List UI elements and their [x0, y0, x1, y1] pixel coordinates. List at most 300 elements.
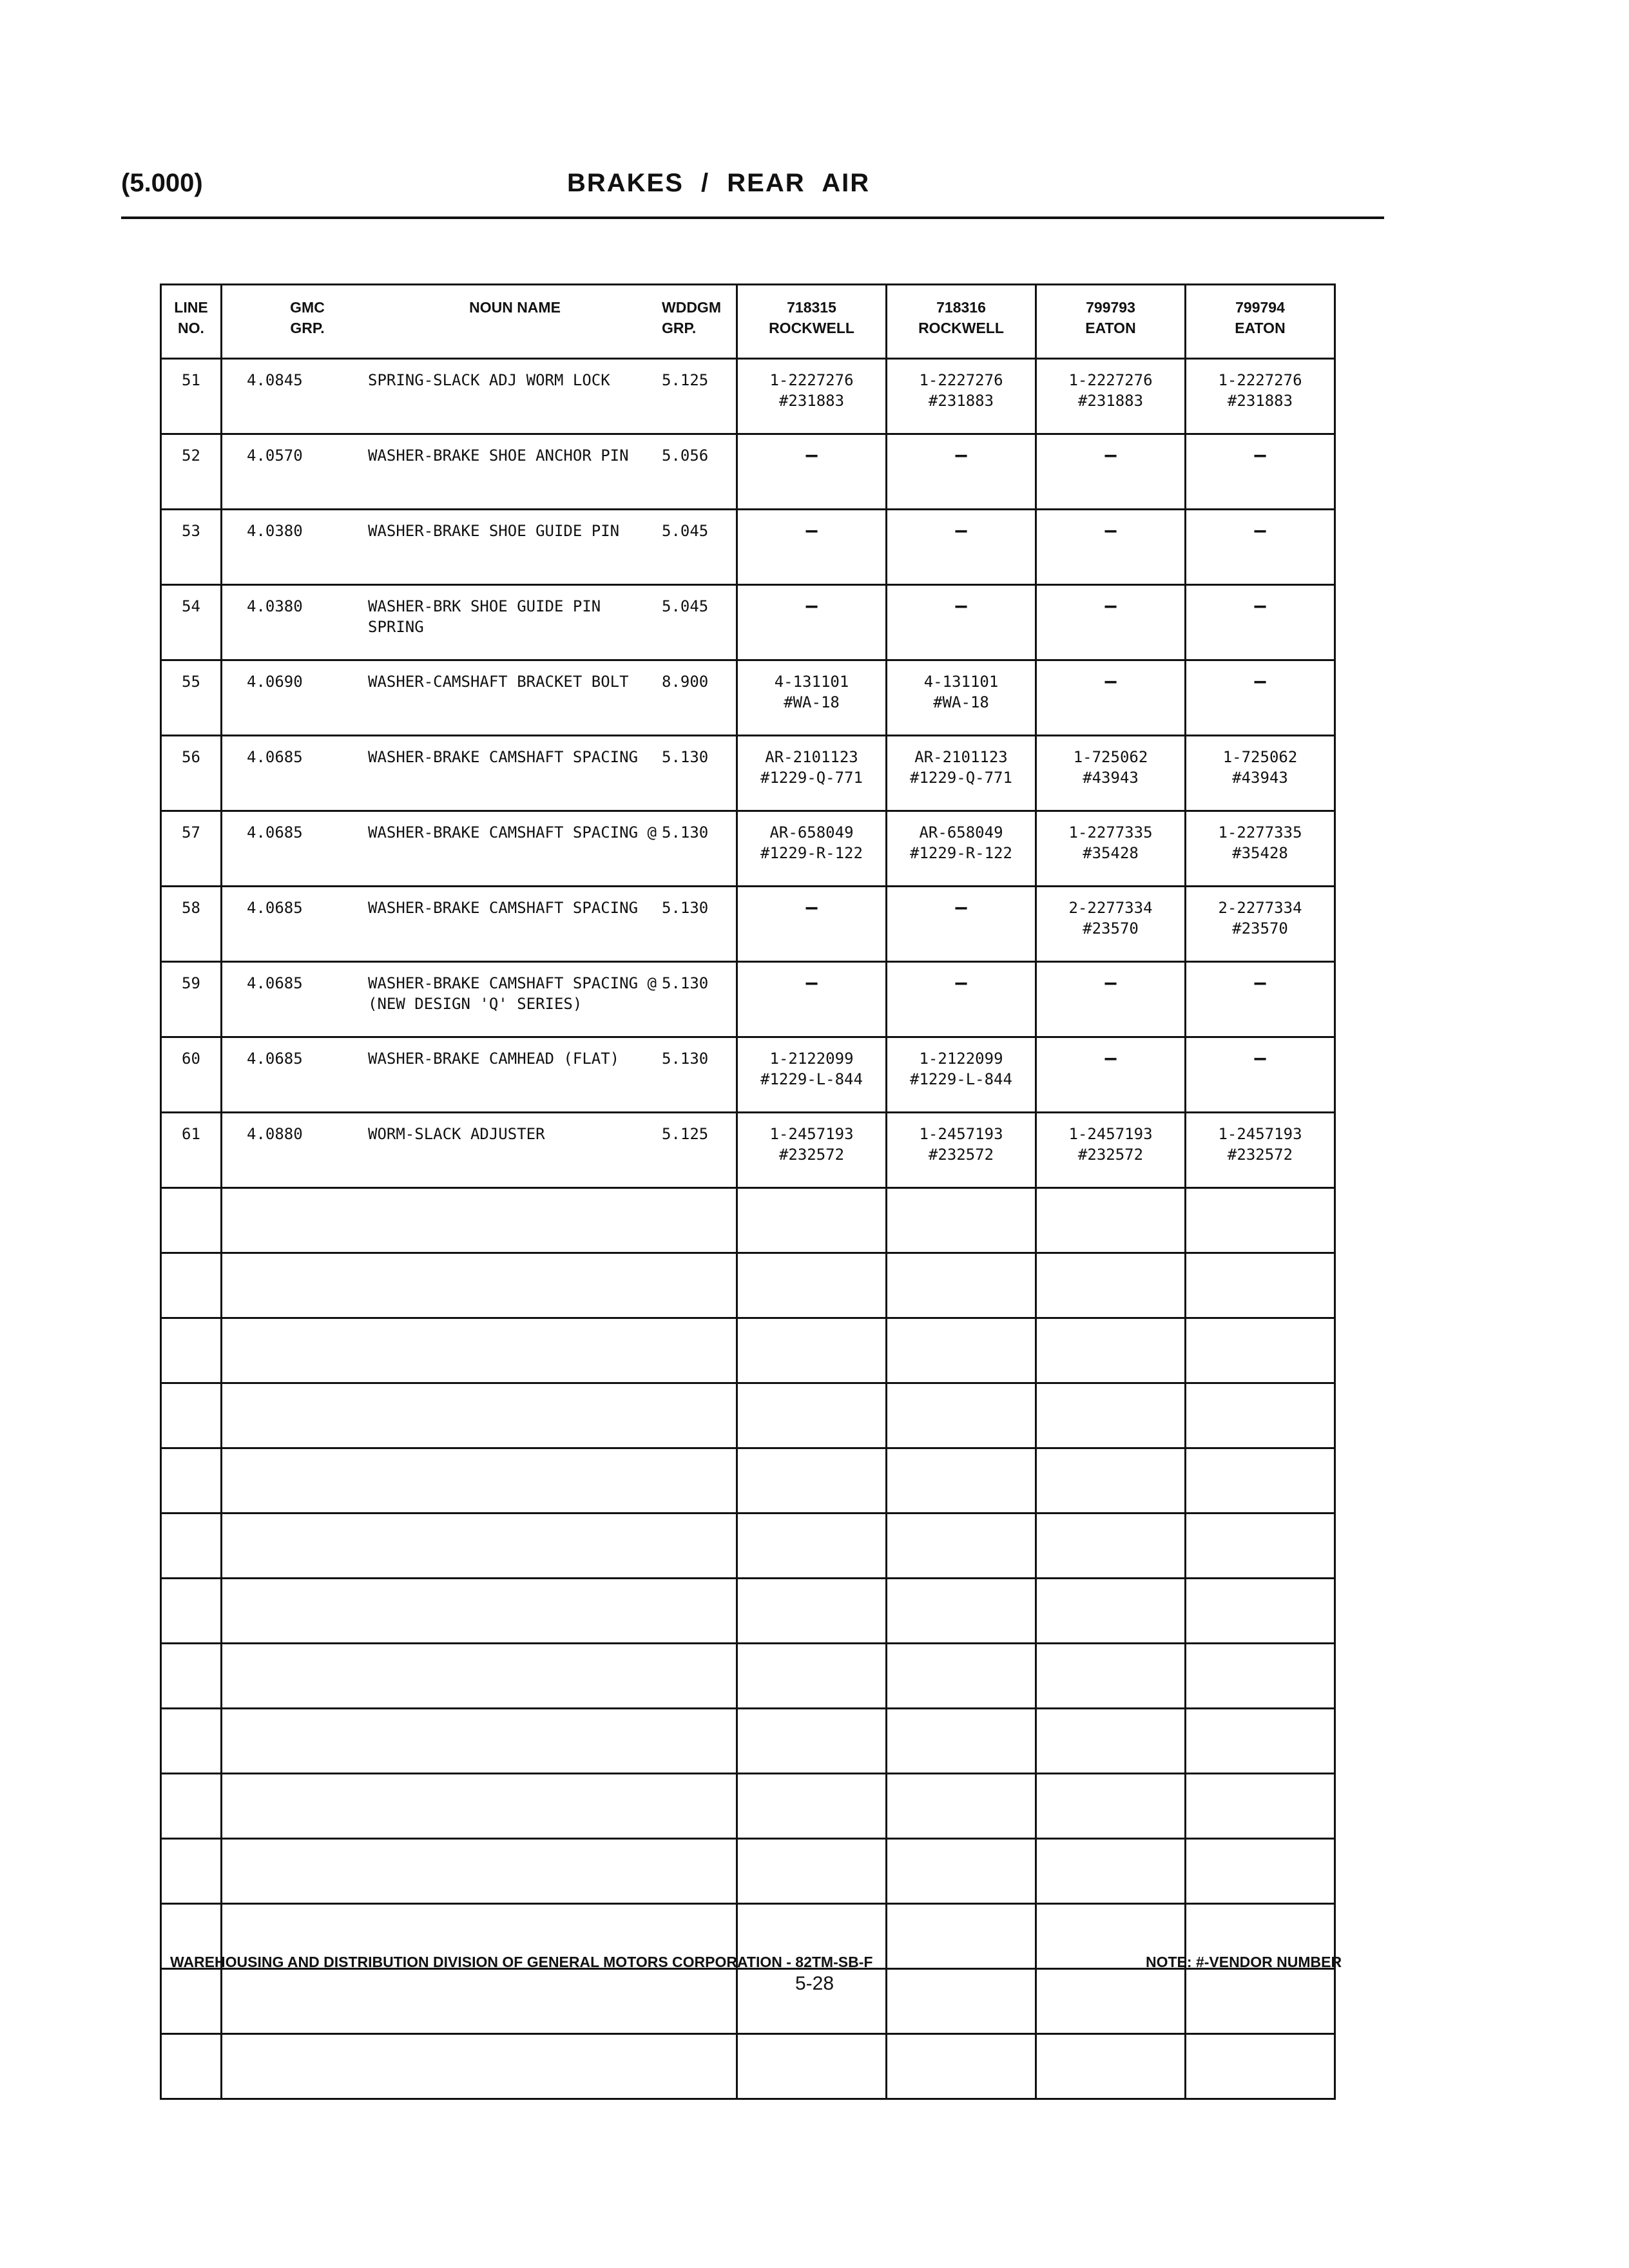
vendor-part-cell — [1186, 1037, 1335, 1113]
part-description-cell — [222, 660, 737, 736]
gmc-group: 4.0880 — [247, 1125, 303, 1143]
vendor-number: #231883 — [928, 392, 994, 410]
empty-cell — [887, 1188, 1036, 1253]
empty-cell — [1186, 2034, 1335, 2099]
vendor-number: #231883 — [1077, 392, 1144, 410]
parts-table — [160, 284, 1336, 2100]
vendor-part-cell — [737, 434, 887, 510]
wddgm-group: 5.130 — [662, 823, 709, 841]
empty-cell — [887, 1253, 1036, 1318]
empty-cell — [1036, 1188, 1186, 1253]
noun-name — [368, 1124, 662, 1144]
vendor-part-cell — [1186, 811, 1335, 887]
noun-name — [368, 898, 662, 918]
noun-name — [368, 445, 662, 466]
part-number: AR-2101123 — [914, 748, 1008, 766]
empty-row — [161, 1514, 1335, 1579]
empty-cell — [222, 1383, 737, 1448]
empty-cell — [1186, 1188, 1335, 1253]
noun-name — [368, 521, 662, 541]
gmc-group: 4.0685 — [247, 899, 303, 917]
not-applicable-dash: — — [955, 519, 967, 542]
empty-row — [161, 1253, 1335, 1318]
empty-row — [161, 1774, 1335, 1839]
empty-cell — [1036, 1383, 1186, 1448]
section-code: (5.000) — [121, 169, 203, 197]
line-number: 53 — [161, 510, 222, 585]
part-number: 1-2457193 — [769, 1125, 854, 1143]
vendor-name: EATON — [1235, 320, 1286, 336]
gmc-group: 4.0690 — [247, 673, 303, 691]
vendor-number: #1229-R-122 — [910, 844, 1012, 862]
empty-cell — [887, 1514, 1036, 1579]
vendor-number: #WA-18 — [784, 693, 840, 711]
empty-row — [161, 1383, 1335, 1448]
header-rule — [121, 216, 1384, 219]
vendor-number: #43943 — [1232, 769, 1288, 787]
noun-line-2: (NEW DESIGN 'Q' SERIES) — [368, 995, 583, 1013]
gmc-group: 4.0380 — [247, 522, 303, 540]
not-applicable-dash: — — [1104, 972, 1117, 994]
vendor-part-cell — [1036, 359, 1186, 434]
part-number: 2-2277334 — [1068, 899, 1153, 917]
noun-name — [368, 747, 662, 767]
empty-cell — [1036, 1318, 1186, 1383]
empty-cell — [161, 1839, 222, 1904]
vendor-part-cell — [1036, 1113, 1186, 1188]
empty-cell — [737, 1839, 887, 1904]
vendor-part-cell — [737, 359, 887, 434]
noun-name — [368, 1048, 662, 1069]
wddgm-group: 5.130 — [662, 899, 709, 917]
noun-line-1: WASHER-BRAKE CAMHEAD (FLAT) — [368, 1050, 620, 1068]
empty-cell — [222, 1253, 737, 1318]
vendor-number: #231883 — [778, 392, 845, 410]
wddgm-group: 5.130 — [662, 1050, 709, 1068]
empty-cell — [1186, 1579, 1335, 1644]
empty-row — [161, 1644, 1335, 1709]
empty-cell — [737, 1774, 887, 1839]
empty-cell — [1186, 1709, 1335, 1774]
not-applicable-dash: — — [1104, 1047, 1117, 1070]
not-applicable-dash: — — [1254, 670, 1266, 693]
not-applicable-dash: — — [955, 972, 967, 994]
part-number: 1-2122099 — [769, 1050, 854, 1068]
empty-cell — [737, 1383, 887, 1448]
vendor-part-cell — [1186, 359, 1335, 434]
empty-cell — [1186, 1839, 1335, 1904]
empty-cell — [222, 1514, 737, 1579]
empty-cell — [1036, 2034, 1186, 2099]
part-number: 1-2227276 — [1068, 371, 1153, 389]
header-wddgm-grp — [662, 297, 736, 338]
table-row — [161, 510, 1335, 585]
line-number: 59 — [161, 962, 222, 1037]
vendor-part-cell — [1186, 736, 1335, 811]
empty-cell — [161, 1253, 222, 1318]
header-vendor-3 — [1036, 285, 1186, 359]
vendor-part-cell — [887, 887, 1036, 962]
noun-line-1: WASHER-BRK SHOE GUIDE PIN SPRING — [368, 597, 601, 636]
table-row — [161, 962, 1335, 1037]
empty-cell — [1036, 1644, 1186, 1709]
empty-cell — [222, 1579, 737, 1644]
empty-cell — [1186, 1644, 1335, 1709]
vendor-part-cell — [887, 660, 1036, 736]
table-row — [161, 1037, 1335, 1113]
gmc-group: 4.0685 — [247, 1050, 303, 1068]
empty-cell — [887, 1709, 1036, 1774]
vendor-part-cell — [887, 1037, 1036, 1113]
empty-cell — [1186, 1383, 1335, 1448]
gmc-group: 4.0685 — [247, 748, 303, 766]
empty-cell — [1186, 1448, 1335, 1514]
line-number: 58 — [161, 887, 222, 962]
vendor-name: ROCKWELL — [769, 320, 854, 336]
header-wddgm-line1: WDDGM — [662, 299, 721, 316]
vendor-part-cell — [1186, 434, 1335, 510]
part-number: 1-2227276 — [1218, 371, 1302, 389]
vendor-part-cell — [737, 962, 887, 1037]
not-applicable-dash: — — [1254, 519, 1266, 542]
part-number: 1-2227276 — [769, 371, 854, 389]
noun-name — [368, 596, 662, 637]
vendor-part-cell — [737, 1113, 887, 1188]
empty-cell — [1036, 1448, 1186, 1514]
gmc-group: 4.0685 — [247, 823, 303, 841]
gmc-group: 4.0685 — [247, 974, 303, 992]
header-vendor-4 — [1186, 285, 1335, 359]
wddgm-group: 5.056 — [662, 447, 709, 465]
part-number: 1-725062 — [1073, 748, 1148, 766]
wddgm-group: 5.045 — [662, 597, 709, 615]
table-body — [161, 359, 1335, 2099]
part-number: 1-2457193 — [1068, 1125, 1153, 1143]
empty-cell — [161, 1709, 222, 1774]
vendor-part-cell — [737, 736, 887, 811]
empty-row — [161, 1839, 1335, 1904]
vendor-number: #WA-18 — [933, 693, 989, 711]
empty-cell — [887, 1839, 1036, 1904]
table-row — [161, 736, 1335, 811]
empty-cell — [161, 1644, 222, 1709]
vendor-part-cell — [887, 510, 1036, 585]
empty-cell — [1186, 1318, 1335, 1383]
noun-line-1: WASHER-BRAKE CAMSHAFT SPACING @ — [368, 823, 657, 841]
vendor-number: #1229-Q-771 — [760, 769, 863, 787]
part-description-cell — [222, 736, 737, 811]
vendor-part-cell — [1036, 510, 1186, 585]
vendor-number: #1229-Q-771 — [910, 769, 1012, 787]
noun-line-1: WASHER-CAMSHAFT BRACKET BOLT — [368, 673, 629, 691]
vendor-part-cell — [1036, 1037, 1186, 1113]
wddgm-group: 8.900 — [662, 673, 709, 691]
header-wddgm-line2: GRP. — [662, 320, 697, 336]
vendor-part-cell — [737, 1037, 887, 1113]
header-gmc-line2: GRP. — [290, 320, 325, 336]
empty-cell — [887, 1644, 1036, 1709]
table-row — [161, 660, 1335, 736]
vendor-part-cell — [737, 811, 887, 887]
part-number: 1-2227276 — [919, 371, 1003, 389]
empty-cell — [887, 1579, 1036, 1644]
header-line-no — [161, 285, 222, 359]
empty-cell — [161, 1188, 222, 1253]
empty-cell — [222, 1448, 737, 1514]
empty-cell — [1036, 1709, 1186, 1774]
empty-cell — [737, 1188, 887, 1253]
vendor-part-cell — [887, 736, 1036, 811]
empty-cell — [737, 1514, 887, 1579]
table-row — [161, 1113, 1335, 1188]
page-number: 5-28 — [795, 1973, 834, 1994]
part-number: 1-2457193 — [919, 1125, 1003, 1143]
noun-name — [368, 370, 662, 390]
vendor-number: #232572 — [1077, 1146, 1144, 1164]
empty-cell — [1036, 1839, 1186, 1904]
gmc-group: 4.0570 — [247, 447, 303, 465]
wddgm-group: 5.125 — [662, 1125, 709, 1143]
empty-cell — [222, 2034, 737, 2099]
line-number: 61 — [161, 1113, 222, 1188]
wddgm-group: 5.045 — [662, 522, 709, 540]
table-header-row — [161, 285, 1335, 359]
table-row — [161, 585, 1335, 660]
line-number: 51 — [161, 359, 222, 434]
vendor-part-cell — [887, 1113, 1036, 1188]
not-applicable-dash: — — [1254, 444, 1266, 466]
empty-cell — [161, 1579, 222, 1644]
table-row — [161, 359, 1335, 434]
table-row — [161, 811, 1335, 887]
vendor-part-cell — [1036, 811, 1186, 887]
empty-cell — [161, 2034, 222, 2099]
empty-cell — [161, 1448, 222, 1514]
empty-cell — [887, 1904, 1036, 1969]
header-gmc-line1: GMC — [290, 299, 325, 316]
not-applicable-dash: — — [1254, 595, 1266, 617]
not-applicable-dash: — — [1254, 972, 1266, 994]
vendor-part-cell — [737, 887, 887, 962]
noun-line-1: SPRING-SLACK ADJ WORM LOCK — [368, 371, 610, 389]
vendor-part-cell — [1186, 1113, 1335, 1188]
header-line-no-line1: LINE — [174, 299, 208, 316]
noun-line-1: WASHER-BRAKE CAMSHAFT SPACING — [368, 748, 639, 766]
header-line-no-line2: NO. — [178, 320, 204, 336]
part-description-cell — [222, 585, 737, 660]
vendor-part-cell — [1036, 434, 1186, 510]
part-description-cell — [222, 510, 737, 585]
noun-line-1: WORM-SLACK ADJUSTER — [368, 1125, 545, 1143]
noun-line-1: WASHER-BRAKE SHOE GUIDE PIN — [368, 522, 620, 540]
empty-row — [161, 1318, 1335, 1383]
empty-cell — [1186, 1514, 1335, 1579]
line-number: 56 — [161, 736, 222, 811]
empty-cell — [887, 1774, 1036, 1839]
line-number: 60 — [161, 1037, 222, 1113]
empty-row — [161, 1709, 1335, 1774]
empty-cell — [1186, 1253, 1335, 1318]
vendor-number: #232572 — [1227, 1146, 1293, 1164]
not-applicable-dash: — — [1254, 1047, 1266, 1070]
line-number: 54 — [161, 585, 222, 660]
empty-cell — [222, 1774, 737, 1839]
empty-cell — [161, 1383, 222, 1448]
vendor-number: 799794 — [1235, 299, 1285, 316]
line-number: 55 — [161, 660, 222, 736]
not-applicable-dash: — — [1104, 595, 1117, 617]
not-applicable-dash: — — [805, 972, 818, 994]
table-row — [161, 434, 1335, 510]
noun-name — [368, 822, 662, 843]
vendor-part-cell — [1036, 736, 1186, 811]
vendor-number: #23570 — [1083, 919, 1139, 937]
noun-line-1: WASHER-BRAKE SHOE ANCHOR PIN — [368, 447, 629, 465]
empty-cell — [1036, 1774, 1186, 1839]
not-applicable-dash: — — [1104, 444, 1117, 466]
part-number: 1-725062 — [1222, 748, 1298, 766]
footer-publisher: WAREHOUSING AND DISTRIBUTION DIVISION OF GENERAL MOTORS CORPORATION - 82TM-SB-F — [170, 1954, 873, 1970]
part-description-cell — [222, 887, 737, 962]
vendor-name: ROCKWELL — [918, 320, 1004, 336]
vendor-part-cell — [1036, 660, 1186, 736]
not-applicable-dash: — — [1104, 519, 1117, 542]
part-description-cell — [222, 1037, 737, 1113]
gmc-group: 4.0845 — [247, 371, 303, 389]
vendor-number: #43943 — [1083, 769, 1139, 787]
vendor-part-cell — [887, 434, 1036, 510]
vendor-number: #1229-L-844 — [760, 1070, 863, 1088]
vendor-part-cell — [887, 811, 1036, 887]
wddgm-group: 5.130 — [662, 748, 709, 766]
empty-row — [161, 1579, 1335, 1644]
empty-cell — [887, 1383, 1036, 1448]
part-number: AR-658049 — [769, 823, 854, 841]
not-applicable-dash: — — [955, 444, 967, 466]
noun-name — [368, 671, 662, 692]
empty-cell — [161, 1318, 222, 1383]
vendor-number: #232572 — [928, 1146, 994, 1164]
vendor-number: #232572 — [778, 1146, 845, 1164]
empty-cell — [887, 1318, 1036, 1383]
vendor-number: 718315 — [787, 299, 836, 316]
empty-cell — [887, 2034, 1036, 2099]
noun-line-1: WASHER-BRAKE CAMSHAFT SPACING — [368, 899, 639, 917]
header-gmc-grp — [247, 297, 368, 338]
part-description-cell — [222, 811, 737, 887]
not-applicable-dash: — — [1104, 670, 1117, 693]
empty-cell — [887, 1448, 1036, 1514]
empty-cell — [222, 1644, 737, 1709]
page-title: BRAKES / REAR AIR — [567, 169, 871, 197]
line-number: 57 — [161, 811, 222, 887]
not-applicable-dash: — — [805, 519, 818, 542]
vendor-part-cell — [1186, 660, 1335, 736]
empty-cell — [737, 1709, 887, 1774]
empty-cell — [222, 1839, 737, 1904]
empty-cell — [1036, 1514, 1186, 1579]
part-number: AR-2101123 — [765, 748, 858, 766]
vendor-part-cell — [1036, 585, 1186, 660]
not-applicable-dash: — — [805, 595, 818, 617]
empty-cell — [1186, 1774, 1335, 1839]
empty-cell — [737, 1644, 887, 1709]
part-number: 4-131101 — [774, 673, 849, 691]
vendor-number: #23570 — [1232, 919, 1288, 937]
empty-cell — [222, 1709, 737, 1774]
vendor-part-cell — [887, 962, 1036, 1037]
vendor-part-cell — [1186, 585, 1335, 660]
part-description-cell — [222, 359, 737, 434]
not-applicable-dash: — — [955, 896, 967, 919]
part-number: 4-131101 — [923, 673, 999, 691]
empty-cell — [737, 1318, 887, 1383]
empty-cell — [1036, 1253, 1186, 1318]
vendor-number: 799793 — [1086, 299, 1135, 316]
empty-cell — [222, 1318, 737, 1383]
wddgm-group: 5.130 — [662, 974, 709, 992]
header-mid — [222, 285, 737, 359]
vendor-part-cell — [1186, 510, 1335, 585]
vendor-part-cell — [1036, 962, 1186, 1037]
not-applicable-dash: — — [805, 896, 818, 919]
part-number: 1-2457193 — [1218, 1125, 1302, 1143]
vendor-part-cell — [1186, 887, 1335, 962]
empty-cell — [1036, 1579, 1186, 1644]
part-description-cell — [222, 962, 737, 1037]
part-number: 2-2277334 — [1218, 899, 1302, 917]
vendor-part-cell — [1186, 962, 1335, 1037]
footer-note: NOTE: #-VENDOR NUMBER — [1146, 1954, 1342, 1970]
vendor-part-cell — [737, 585, 887, 660]
header-vendor-1 — [737, 285, 887, 359]
not-applicable-dash: — — [805, 444, 818, 466]
vendor-number: #35428 — [1232, 844, 1288, 862]
empty-cell — [737, 1579, 887, 1644]
noun-line-1: WASHER-BRAKE CAMSHAFT SPACING @ — [368, 974, 657, 992]
vendor-part-cell — [737, 510, 887, 585]
empty-row — [161, 1188, 1335, 1253]
vendor-number: #1229-R-122 — [760, 844, 863, 862]
empty-cell — [161, 1514, 222, 1579]
vendor-name: EATON — [1085, 320, 1136, 336]
empty-row — [161, 2034, 1335, 2099]
part-description-cell — [222, 434, 737, 510]
part-number: AR-658049 — [919, 823, 1003, 841]
vendor-part-cell — [887, 585, 1036, 660]
vendor-part-cell — [737, 660, 887, 736]
vendor-part-cell — [887, 359, 1036, 434]
noun-name — [368, 973, 662, 1014]
vendor-number: #35428 — [1083, 844, 1139, 862]
part-number: 1-2277335 — [1218, 823, 1302, 841]
part-number: 1-2122099 — [919, 1050, 1003, 1068]
empty-row — [161, 1448, 1335, 1514]
wddgm-group: 5.125 — [662, 371, 709, 389]
vendor-number: #231883 — [1227, 392, 1293, 410]
vendor-number: 718316 — [936, 299, 986, 316]
header-vendor-2 — [887, 285, 1036, 359]
empty-cell — [737, 2034, 887, 2099]
line-number: 52 — [161, 434, 222, 510]
part-number: 1-2277335 — [1068, 823, 1153, 841]
empty-cell — [737, 1253, 887, 1318]
vendor-number: #1229-L-844 — [910, 1070, 1012, 1088]
empty-cell — [737, 1448, 887, 1514]
not-applicable-dash: — — [955, 595, 967, 617]
header-noun-name: NOUN NAME — [469, 299, 561, 316]
part-description-cell — [222, 1113, 737, 1188]
